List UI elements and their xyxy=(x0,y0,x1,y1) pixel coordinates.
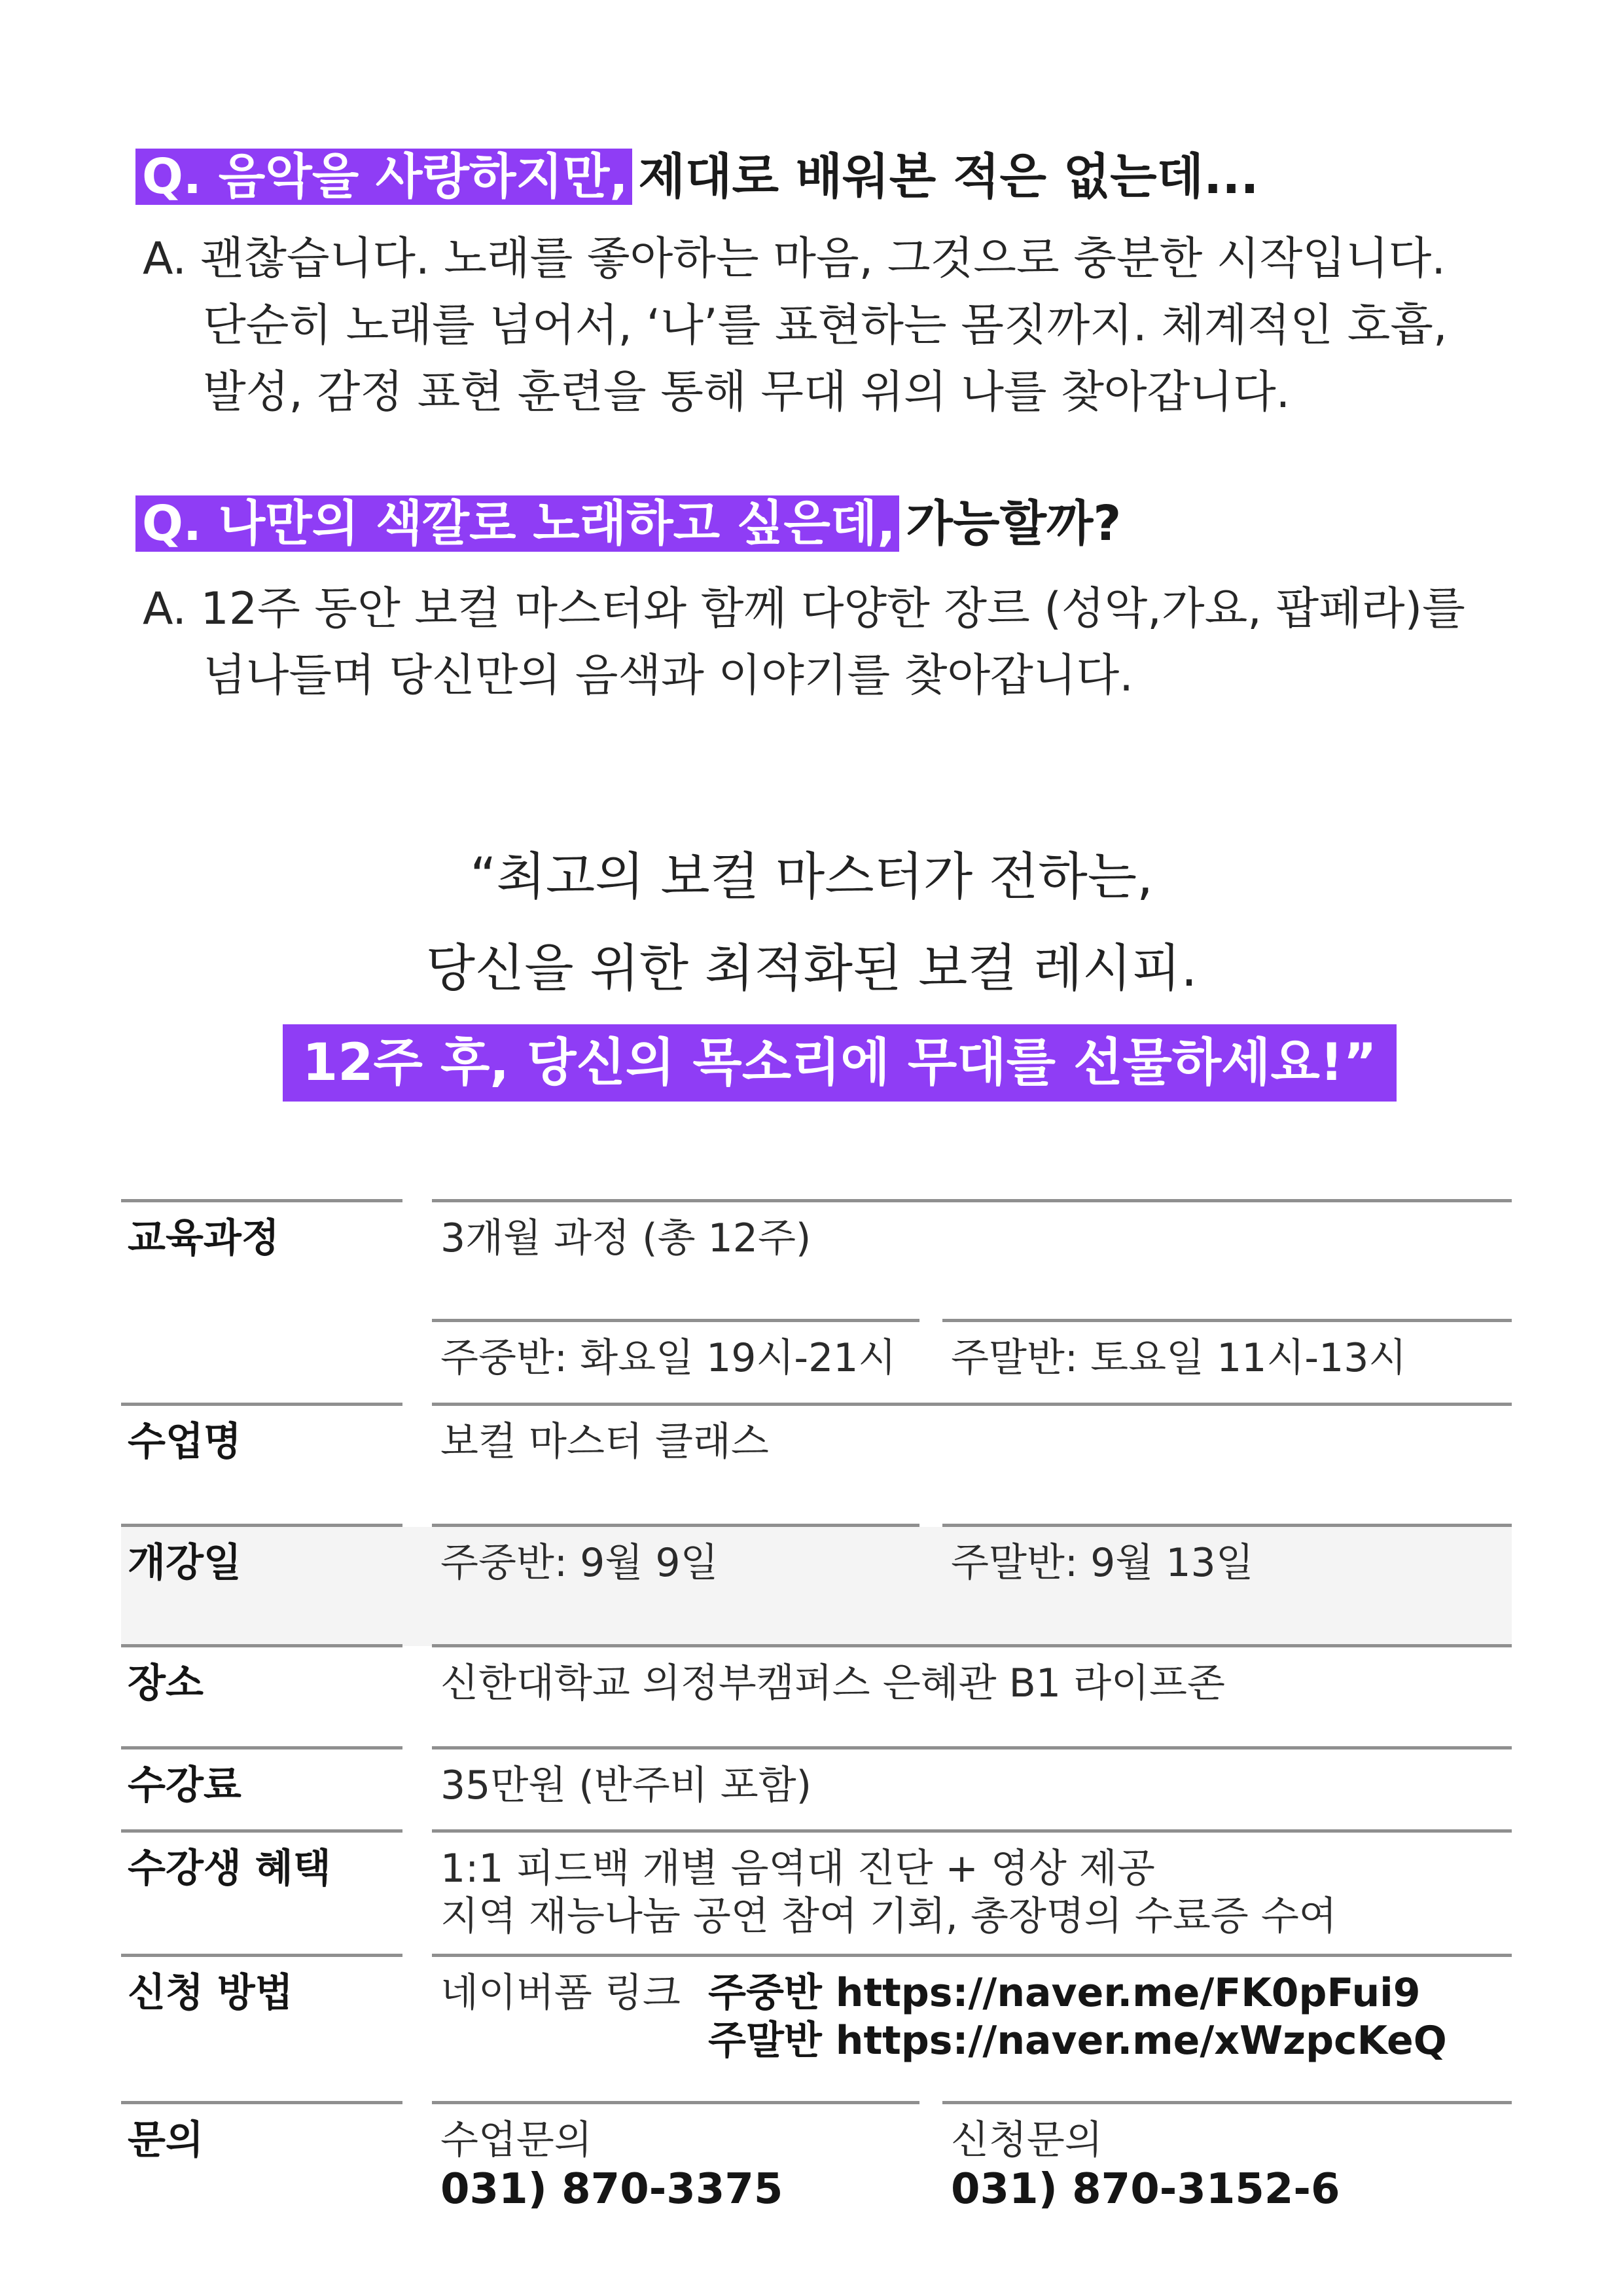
apply-label-rule xyxy=(121,1954,402,1957)
start-date-weekday-rule xyxy=(432,1524,919,1527)
apply-method: 네이버폼 링크 xyxy=(440,1970,681,2016)
start-date-label-rule xyxy=(121,1524,402,1527)
location-rule xyxy=(432,1644,1512,1647)
start-date-label: 개강일 xyxy=(128,1540,241,1586)
apply-weekend-link[interactable]: 주말반 https://naver.me/xWzpcKeQ xyxy=(708,2018,1447,2064)
quote-highlight: 12주 후, 당신의 목소리에 무대를 선물하세요!” xyxy=(283,1024,1397,1102)
course-label: 교육과정 xyxy=(128,1215,279,1261)
question-1 xyxy=(135,141,1258,213)
contact-class-rule xyxy=(432,2101,919,2104)
fee-label: 수강료 xyxy=(128,1763,241,1808)
answer-1-line-2: 단순히 노래를 넘어서, ‘나’를 표현하는 몸짓까지. 체계적인 호흡, xyxy=(203,300,1448,351)
start-date-row-shade xyxy=(121,1527,1512,1646)
benefits-line-2: 지역 재능나눔 공연 참여 기회, 총장명의 수료증 수여 xyxy=(440,1893,1337,1939)
answer-1-line-1: A. 괜찮습니다. 노래를 좋아하는 마음, 그것으로 충분한 시작입니다. xyxy=(143,233,1446,285)
course-weekday-rule xyxy=(432,1319,919,1322)
class-name-label: 수업명 xyxy=(128,1419,241,1465)
course-weekend: 주말반: 토요일 11시-13시 xyxy=(951,1335,1407,1381)
course-value: 3개월 과정 (총 12주) xyxy=(440,1215,812,1261)
question-2-highlight: Q. 나만의 색깔로 노래하고 싶은데, xyxy=(135,495,899,552)
contact-label: 문의 xyxy=(128,2117,204,2163)
contact-label-rule xyxy=(121,2101,402,2104)
apply-weekday-link[interactable]: 주중반 https://naver.me/FK0pFui9 xyxy=(708,1970,1421,2016)
answer-1-line-3: 발성, 감정 표현 훈련을 통해 무대 위의 나를 찾아갑니다. xyxy=(203,367,1291,418)
course-weekday: 주중반: 화요일 19시-21시 xyxy=(440,1335,897,1381)
benefits-label-rule xyxy=(121,1829,402,1833)
course-weekend-rule xyxy=(942,1319,1512,1322)
answer-2-line-1: A. 12주 동안 보컬 마스터와 함께 다양한 장르 (성악,가요, 팝페라)를 xyxy=(143,583,1465,635)
contact-apply-phone[interactable]: 031) 870-3152-6 xyxy=(951,2165,1340,2214)
start-date-weekday: 주중반: 9월 9일 xyxy=(440,1540,719,1586)
contact-class-label: 수업문의 xyxy=(440,2117,592,2163)
apply-label: 신청 방법 xyxy=(128,1970,293,2016)
quote-line-2: 당신을 위한 최적화된 보컬 레시피. xyxy=(425,939,1198,998)
course-value-rule xyxy=(432,1199,1512,1202)
contact-class-phone[interactable]: 031) 870-3375 xyxy=(440,2165,783,2214)
benefits-line-1: 1:1 피드백 개별 음역대 진단 + 영상 제공 xyxy=(440,1846,1155,1892)
apply-value-rule xyxy=(432,1954,1512,1957)
contact-apply-label: 신청문의 xyxy=(951,2117,1103,2163)
contact-apply-rule xyxy=(942,2101,1512,2104)
start-date-weekend: 주말반: 9월 13일 xyxy=(951,1540,1254,1586)
quote-line-1: “최고의 보컬 마스터가 전하는, xyxy=(470,848,1153,906)
answer-2 xyxy=(143,576,1504,709)
class-name-value: 보컬 마스터 클래스 xyxy=(440,1419,769,1465)
answer-2-line-2: 넘나들며 당신만의 음색과 이야기를 찾아갑니다. xyxy=(203,650,1133,702)
question-1-highlight: Q. 음악을 사랑하지만, xyxy=(135,149,632,205)
benefits-value-rule xyxy=(432,1829,1512,1833)
question-2 xyxy=(135,488,1121,560)
fee-value-rule xyxy=(432,1746,1512,1749)
class-name-value-rule xyxy=(432,1403,1512,1406)
fee-value: 35만원 (반주비 포함) xyxy=(440,1763,812,1808)
location-label-rule xyxy=(121,1644,402,1647)
fee-label-rule xyxy=(121,1746,402,1749)
benefits-label: 수강생 혜택 xyxy=(128,1846,331,1892)
answer-1 xyxy=(143,226,1504,426)
start-date-weekend-rule xyxy=(942,1524,1512,1527)
course-label-rule xyxy=(121,1199,402,1202)
location-label: 장소 xyxy=(128,1660,204,1706)
location-value: 신한대학교 의정부캠퍼스 은혜관 B1 라이프존 xyxy=(440,1660,1225,1706)
question-2-rest: 가능할까? xyxy=(906,495,1122,552)
question-1-rest: 제대로 배워본 적은 없는데... xyxy=(638,149,1259,205)
class-name-label-rule xyxy=(121,1403,402,1406)
